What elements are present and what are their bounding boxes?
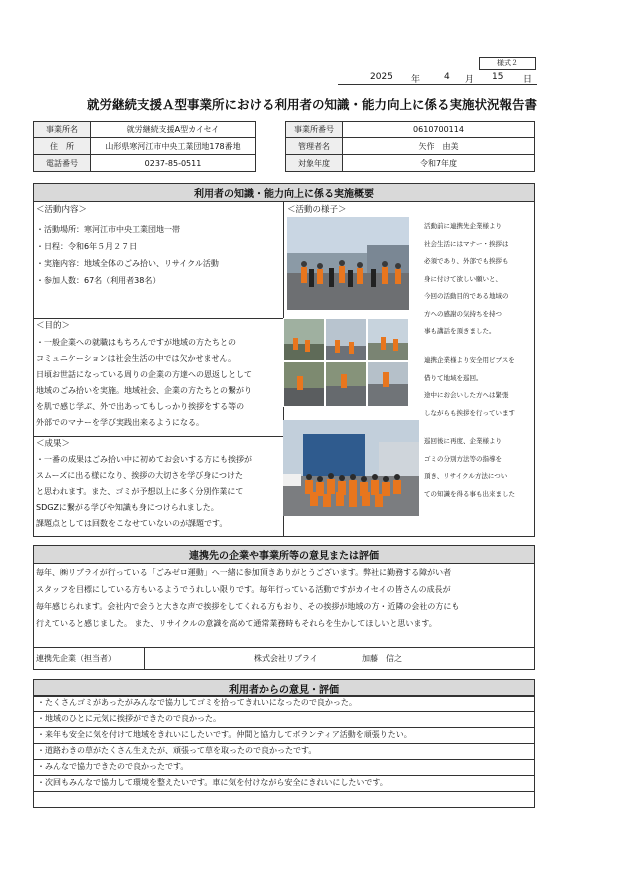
- address-label: 住 所: [33, 137, 91, 155]
- evaluation-line: 毎年感じられます。会社内で会うと大きな声で挨拶をしてくれる方もおり、その挨拶が地域の方・近隣の会社の方にも: [36, 602, 460, 611]
- section1-header: 利用者の知識・能力向上に係る実施概要: [33, 183, 535, 202]
- caption-line: 必須であり、外部でも挨拶も: [424, 257, 509, 265]
- partner-person: 加藤 信之: [362, 654, 402, 663]
- evaluation-line: 行えていると感じました。 また、リサイクルの意識を高めて通常業務時もそれらを生かしてほしいと思います。: [36, 619, 437, 628]
- page-title: 就労継続支援Ａ型事業所における利用者の知識・能力向上に係る実施状況報告書: [86, 97, 537, 112]
- partner-row-divider: [144, 647, 145, 670]
- evaluation-line: スタッフを目標にしている方もいるようでうれしい限りです。毎年行っている活動ですがカイセイの皆さんの成長が: [36, 585, 451, 594]
- caption-line: 今回の活動目的である地域の: [424, 292, 509, 300]
- user-opinion-text: ・道路わきの草がたくさん生えたが、頑張って草を取ったので良かったです。: [37, 746, 317, 755]
- result-line: SDGZに繋がる学びや知識も身につけられました。: [36, 503, 219, 512]
- purpose-line: 地域のごみ拾いを実施。地域社会、企業の方たちとの繋がり: [36, 386, 252, 395]
- user-opinion-row: [33, 743, 535, 760]
- user-opinion-row: [33, 775, 535, 792]
- partner-company: 株式会社リプライ: [254, 654, 318, 663]
- section3-rows: [33, 696, 535, 808]
- office-name-label: 事業所名: [33, 121, 91, 138]
- user-opinion-text: ・次回もみんなで協力して環境を整えたいです。車に気を付けながら安全にきれいにしたいです。: [37, 778, 388, 787]
- partner-label: 連携先企業（担当者）: [36, 654, 116, 663]
- user-opinion-text: ・来年も安全に気を付けて地域をきれいにしたいです。仲間と協力してボランティア活動を頑張りたい。: [37, 730, 412, 739]
- section3-header: 利用者からの意見・評価: [33, 679, 535, 697]
- caption-line: 身に付けて欲しい願いと、: [424, 274, 502, 283]
- result-line: と思われます。また、ゴミが予想以上に多く分別作業にて: [36, 487, 244, 496]
- phone-value: 0237-85-0511: [90, 154, 256, 172]
- user-opinion-text: ・たくさんゴミがあったがみんなで協力してゴミを拾ってきれいになったので良かった。: [37, 698, 357, 707]
- date-day: 15: [492, 72, 504, 82]
- user-opinion-row: [33, 711, 535, 728]
- scene-heading: ＜活動の様子＞: [287, 205, 347, 215]
- form-label: 様式２: [479, 57, 536, 70]
- result-line: ・一番の成果はごみ拾い中に初めてお会いする方にも挨拶が: [36, 455, 252, 464]
- caption-line: 事も講話を頂きました。: [424, 327, 496, 335]
- activity-heading: ＜活動内容＞: [36, 205, 88, 215]
- photo-caption-2: [424, 352, 534, 422]
- caption-line: 借りて地域を巡回。: [424, 373, 483, 382]
- purpose-heading: ＜目的＞: [36, 321, 71, 331]
- user-opinion-row: [33, 727, 535, 744]
- date-year: 2025: [370, 72, 393, 82]
- purpose-line: コミュニケーションは社会生活の中では欠かせません。: [36, 354, 236, 363]
- photo-caption-3: [424, 433, 534, 503]
- activity-line: ・日程：令和6年５月２７日: [36, 242, 138, 251]
- purpose-line: を肌で感じ学ぶ、外で出あってもしっかり挨拶をする等の: [36, 402, 245, 411]
- result-line: スムーズに出る様になり、挨拶の大切さを学び身につけた: [36, 471, 244, 480]
- phone-label: 電話番号: [33, 154, 91, 172]
- caption-line: 巡回後に再度、企業様より: [424, 437, 502, 445]
- year-value: 令和7年度: [342, 154, 535, 172]
- date-year-unit: 年: [411, 75, 421, 85]
- manager-label: 管理者名: [285, 137, 343, 155]
- activity-photo-3: [283, 420, 419, 516]
- user-opinion-text: ・地域のひとに元気に挨拶ができたので良かった。: [37, 714, 221, 723]
- address-value: 山形県寒河江市中央工業団地178番地: [90, 137, 256, 155]
- date-month: 4: [444, 72, 450, 82]
- caption-line: しながらも挨拶を行っています: [424, 408, 515, 417]
- date-day-unit: 日: [523, 75, 533, 85]
- result-heading: ＜成果＞: [36, 439, 71, 449]
- photo-caption-1: [424, 218, 534, 341]
- section2-text: [36, 564, 532, 632]
- evaluation-line: 毎年、㈱リプライが行っている「ごみゼロ運動」へ一緒に参加頂きありがとうございます。弊社に勤務する障がい者: [36, 568, 452, 577]
- caption-line: 社会生活にはマナー・挨拶は: [424, 239, 509, 248]
- caption-line: ゴミの分別方法等の指導を: [424, 454, 502, 463]
- caption-line: 連携企業様より安全用ビブスを: [424, 356, 515, 364]
- date-month-unit: 月: [465, 75, 475, 85]
- office-name-value: 就労継続支援A型カイセイ: [90, 121, 256, 138]
- caption-line: 方への感謝の気持ちを持つ: [424, 309, 502, 318]
- section2-header: 連携先の企業や事業所等の意見または評価: [33, 545, 535, 564]
- caption-line: 途中にお会いした方へは緊張: [424, 391, 509, 399]
- result-line: 課題点としては回数をこなせていないのが課題です。: [36, 519, 228, 528]
- user-opinion-text: ・みんなで協力できたので良かったです。: [37, 762, 189, 771]
- activity-line: ・参加人数：67名（利用者38名）: [36, 276, 161, 285]
- activity-line: ・実施内容：地域全体のごみ拾い、リサイクル活動: [36, 259, 219, 268]
- manager-value: 矢作 由美: [342, 137, 535, 155]
- result-block: [36, 437, 282, 532]
- purpose-line: 日頃お世話になっている周りの企業の方達への恩返しとして: [36, 370, 252, 379]
- user-opinion-row: [33, 695, 535, 712]
- activity-photo-2: [283, 318, 409, 407]
- office-no-label: 事業所番号: [285, 121, 343, 138]
- date-line: [338, 70, 537, 85]
- year-label: 対象年度: [285, 154, 343, 172]
- activity-block: [36, 203, 282, 289]
- caption-line: 頂き、リサイクル方法につい: [424, 472, 508, 480]
- office-no-value: 0610700114: [342, 121, 535, 138]
- activity-photo-1: [287, 217, 409, 310]
- user-opinion-row: [33, 759, 535, 776]
- user-opinion-row: [33, 791, 535, 808]
- caption-line: ての知識を得る事も出来ました: [424, 489, 515, 498]
- caption-line: 活動前に連携先企業様より: [424, 222, 502, 230]
- purpose-line: ・一般企業への就職はもちろんですが地域の方たちとの: [36, 338, 236, 347]
- purpose-block: [36, 319, 282, 431]
- purpose-line: 外部でのマナーを学び実践出来るようになる。: [36, 418, 204, 427]
- activity-line: ・活動場所：寒河江市中央工業団地一帯: [36, 225, 180, 234]
